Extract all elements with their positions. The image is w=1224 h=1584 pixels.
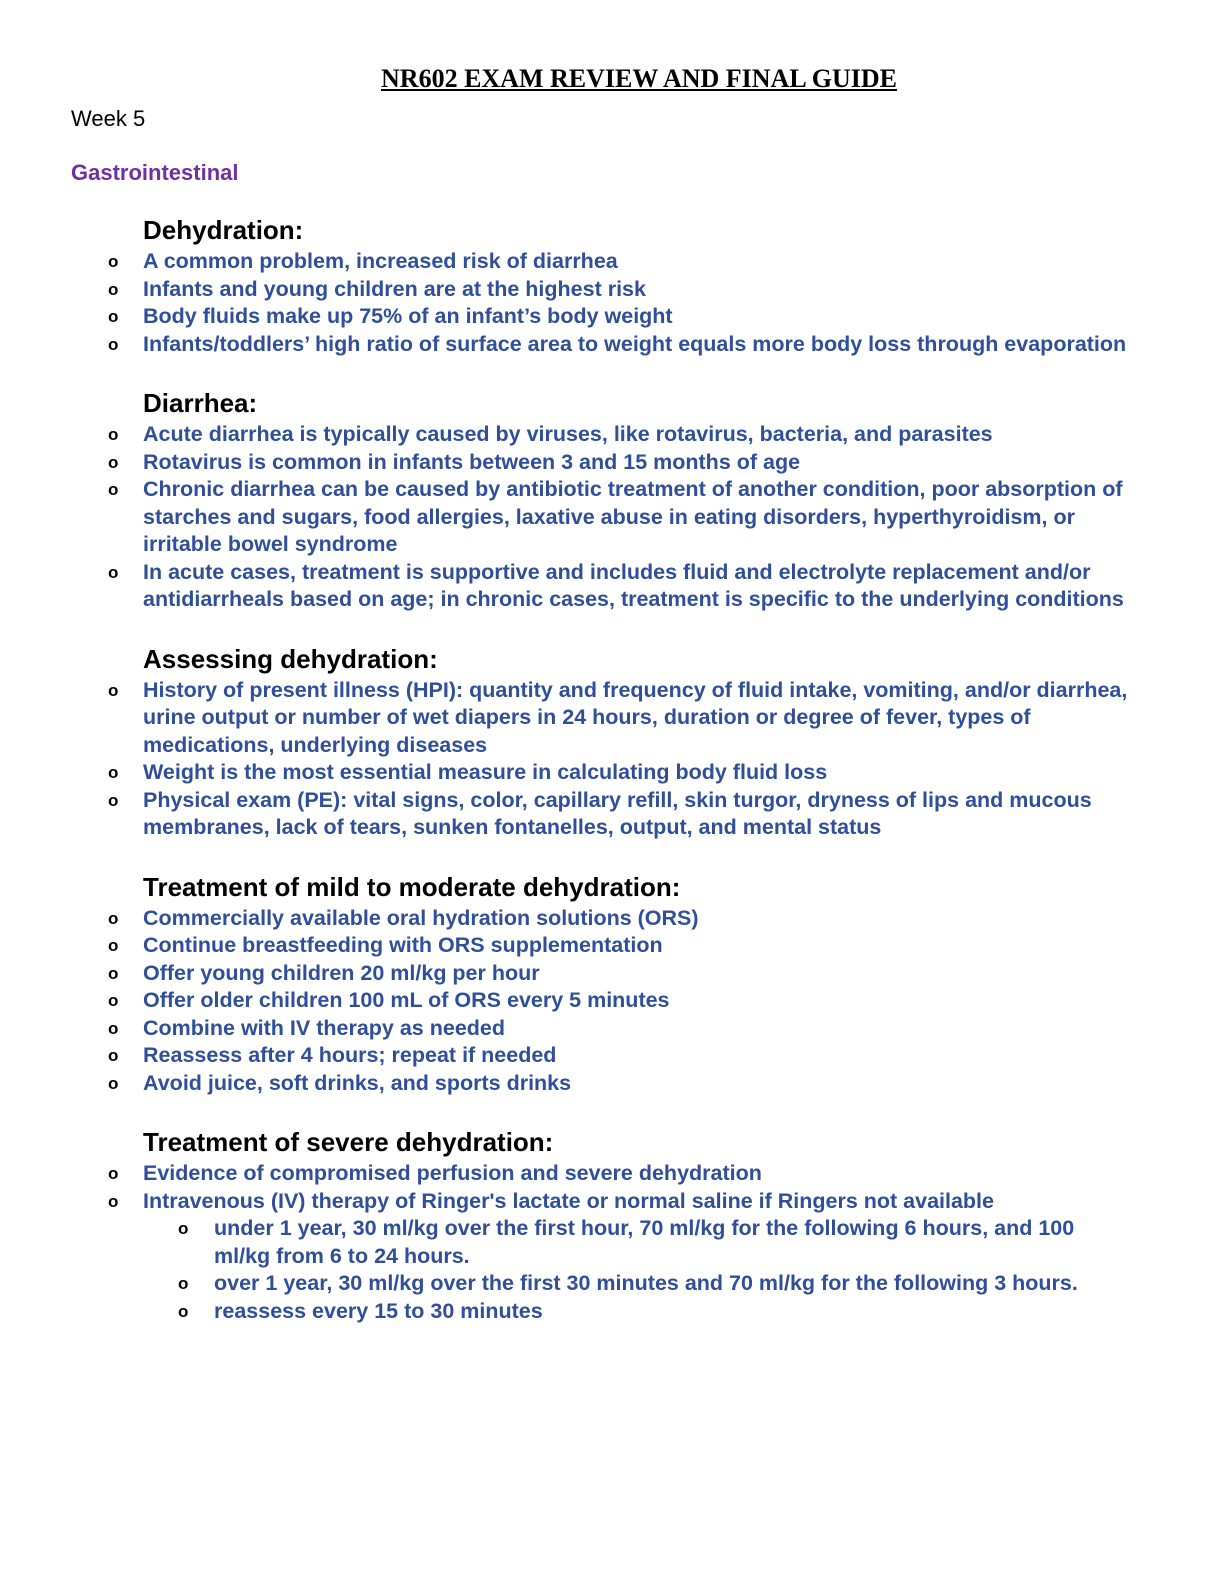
list-item-text: Avoid juice, soft drinks, and sports drinks bbox=[143, 1070, 572, 1095]
section-heading: Diarrhea: bbox=[143, 388, 258, 418]
bullet-icon: o bbox=[108, 1191, 119, 1211]
bullet-icon: o bbox=[108, 334, 119, 354]
bullet-icon: o bbox=[108, 790, 119, 810]
list-item bbox=[0, 677, 1133, 760]
sub-list-item bbox=[0, 1215, 1134, 1270]
bullet-list bbox=[0, 1160, 1224, 1325]
bullet-icon: o bbox=[108, 307, 119, 326]
list-item bbox=[0, 905, 1133, 933]
list-item-text: History of present illness (HPI): quantity and frequency of fluid intake, vomiting, and/or diarrhea, urine output or number of wet diapers in 24 hours, duration or degree of fever, types of medications, underlying diseases bbox=[143, 677, 1128, 757]
bullet-icon: o bbox=[108, 936, 119, 955]
bullet-icon: o bbox=[108, 562, 119, 582]
section-heading: Dehydration: bbox=[143, 215, 304, 245]
list-item bbox=[0, 987, 1133, 1015]
bullet-list bbox=[0, 905, 1224, 1098]
list-item-text: Continue breastfeeding with ORS supplementation bbox=[143, 933, 663, 957]
bullet-icon: o bbox=[108, 763, 119, 782]
sub-list-item bbox=[0, 1298, 1134, 1326]
section bbox=[0, 1125, 1224, 1325]
list-item bbox=[0, 248, 1133, 276]
list-item bbox=[0, 787, 1133, 842]
section bbox=[0, 642, 1224, 842]
list-item-text: Body fluids make up 75% of an infant’s body weight bbox=[143, 304, 673, 328]
section-heading: Treatment of mild to moderate dehydration: bbox=[143, 871, 681, 902]
list-item bbox=[0, 331, 1133, 359]
list-item bbox=[0, 421, 1133, 449]
bullet-icon: o bbox=[108, 963, 119, 983]
document-title bbox=[0, 64, 1224, 94]
list-item bbox=[0, 759, 1133, 787]
list-item bbox=[0, 960, 1133, 988]
list-item bbox=[0, 1070, 1133, 1098]
bullet-icon: o bbox=[108, 1046, 119, 1065]
list-item bbox=[0, 559, 1133, 614]
list-item bbox=[0, 276, 1133, 304]
list-item-text: Infants and young children are at the highest risk bbox=[143, 276, 646, 301]
week-label: Week 5 bbox=[71, 106, 146, 131]
list-item-text: Rotavirus is common in infants between 3 and 15 months of age bbox=[143, 449, 801, 474]
bullet-icon: o bbox=[108, 680, 119, 700]
section bbox=[0, 213, 1224, 358]
bullet-icon: o bbox=[108, 1164, 119, 1183]
list-item-text: A common problem, increased risk of diarrhea bbox=[143, 249, 618, 273]
sub-list-item bbox=[0, 1270, 1134, 1298]
title-text: NR602 EXAM REVIEW AND FINAL GUIDE bbox=[381, 64, 897, 93]
list-item bbox=[0, 476, 1133, 559]
bullet-icon: o bbox=[178, 1301, 189, 1321]
bullet-icon: o bbox=[108, 252, 119, 271]
list-item-text: Infants/toddlers’ high ratio of surface area to weight equals more body loss through evaporation bbox=[143, 331, 1127, 356]
bullet-icon: o bbox=[108, 908, 119, 928]
bullet-icon: o bbox=[178, 1274, 189, 1293]
list-item-text: Combine with IV therapy as needed bbox=[143, 1015, 505, 1040]
list-item bbox=[0, 1188, 1133, 1216]
bullet-list bbox=[0, 248, 1224, 358]
bullet-icon: o bbox=[108, 991, 119, 1010]
list-item-text: Intravenous (IV) therapy of Ringer's lactate or normal saline if Ringers not available bbox=[143, 1188, 994, 1213]
list-item-text: over 1 year, 30 ml/kg over the first 30 minutes and 70 ml/kg for the following 3 hours. bbox=[214, 1271, 1078, 1295]
list-item-text: Chronic diarrhea can be caused by antibiotic treatment of another condition, poor absorption of starches and sugars, food allergies, laxative abuse in eating disorders, hyperthyroidism, or irritable bowel syndrome bbox=[143, 477, 1123, 556]
list-item-text: reassess every 15 to 30 minutes bbox=[214, 1298, 543, 1323]
list-item-text: Weight is the most essential measure in calculating body fluid loss bbox=[143, 760, 828, 784]
bullet-icon: o bbox=[108, 425, 119, 444]
bullet-icon: o bbox=[108, 279, 119, 299]
section-heading: Assessing dehydration: bbox=[143, 643, 438, 674]
list-item bbox=[0, 932, 1133, 960]
list-item-text: Acute diarrhea is typically caused by viruses, like rotavirus, bacteria, and parasites bbox=[143, 422, 993, 446]
content bbox=[0, 213, 1224, 1353]
bullet-icon: o bbox=[108, 452, 119, 472]
section bbox=[0, 386, 1224, 614]
list-item bbox=[0, 1015, 1133, 1043]
list-item-text: Offer older children 100 mL of ORS every 5 minutes bbox=[143, 988, 670, 1012]
bullet-icon: o bbox=[178, 1219, 189, 1238]
list-item bbox=[0, 449, 1133, 477]
section-heading: Treatment of severe dehydration: bbox=[143, 1127, 554, 1157]
bullet-icon: o bbox=[108, 480, 119, 499]
bullet-list bbox=[0, 421, 1224, 614]
list-item-text: Commercially available oral hydration solutions (ORS) bbox=[143, 905, 699, 930]
bullet-icon: o bbox=[108, 1073, 119, 1093]
list-item-text: Reassess after 4 hours; repeat if needed bbox=[143, 1043, 557, 1067]
list-item-text: In acute cases, treatment is supportive and includes fluid and electrolyte replacement and/or antidiarrheals based on age; in chronic cases, treatment is specific to the underlying conditions bbox=[143, 559, 1124, 611]
list-item bbox=[0, 1160, 1133, 1188]
list-item-text: Evidence of compromised perfusion and severe dehydration bbox=[143, 1161, 762, 1185]
section bbox=[0, 870, 1224, 1098]
list-item bbox=[0, 303, 1133, 331]
bullet-icon: o bbox=[108, 1018, 119, 1038]
list-item-text: Physical exam (PE): vital signs, color, capillary refill, skin turgor, dryness of lips and mucous membranes, lack of tears, sunken fontanelles, output, and mental status bbox=[143, 787, 1092, 839]
list-item bbox=[0, 1042, 1133, 1070]
bullet-list bbox=[0, 677, 1224, 842]
list-item-text: under 1 year, 30 ml/kg over the first hour, 70 ml/kg for the following 6 hours, and 100 ml/kg from 6 to 24 hours. bbox=[214, 1216, 1075, 1268]
category-heading: Gastrointestinal bbox=[71, 160, 239, 185]
list-item-text: Offer young children 20 ml/kg per hour bbox=[143, 960, 540, 985]
